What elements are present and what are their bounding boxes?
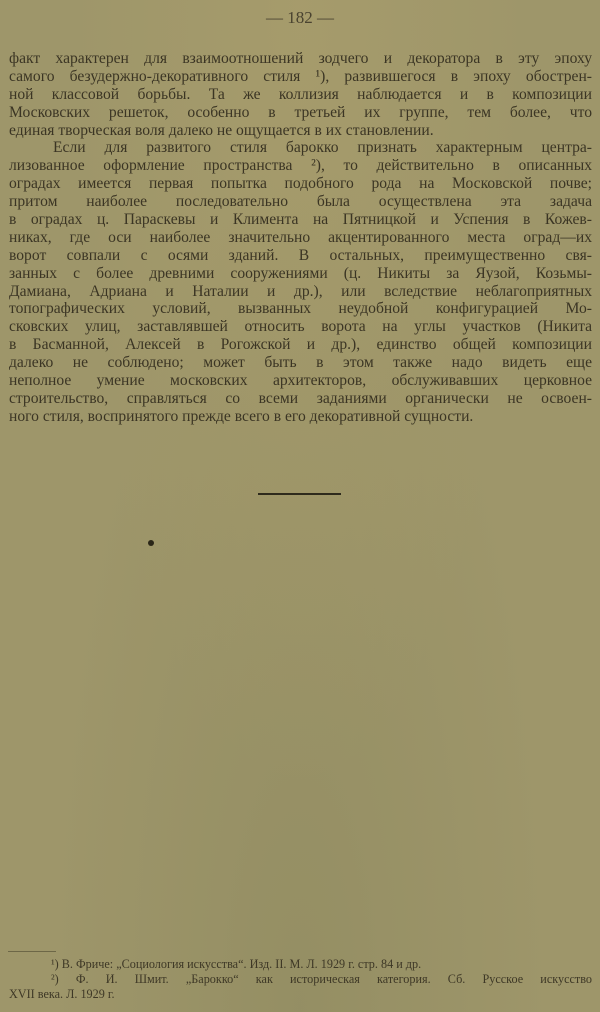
text-line: далеко не соблюдено; может быть в этом также надо видеть еще [9, 354, 592, 372]
section-end-rule [258, 493, 341, 495]
text-line: Московских решеток, особенно в третьей их группе, тем более, что [9, 103, 592, 121]
text-line: оградах имеется первая попытка подобного рода на Московской почве; [9, 175, 592, 193]
text-line: ной классовой борьбы. Та же коллизия наблюдается и в композиции [9, 85, 592, 103]
text-line: занных с более древними сооружениями (ц. Никиты за Яузой, Козьмы- [9, 264, 592, 282]
text-line: топографических условий, вызванных неудобной конфигурацией Мо- [9, 300, 592, 318]
text-line: сковских улиц, заставлявшей относить ворота на углы участков (Никита [9, 318, 592, 336]
main-text-block [9, 50, 592, 426]
text-line: ворот совпали с осями зданий. В остальных, преимущественно свя- [9, 246, 592, 264]
footnotes-block [9, 957, 592, 1002]
footnote-1: ¹) В. Фриче: „Социология искусства“. Изд. II. М. Л. 1929 г. стр. 84 и др. [51, 957, 422, 971]
text-line: притом наиболее последовательно была осуществлена эта задача [9, 193, 592, 211]
text-line: строительство, справляться со всеми заданиями органически не освоен- [9, 389, 592, 407]
footnote-2-continuation: XVII века. Л. 1929 г. [9, 987, 115, 1001]
text-line: лизованное оформление пространства ²), то действительно в описанных [9, 157, 592, 175]
text-line: никах, где оси наиболее значительно акцентированного места оград—их [9, 228, 592, 246]
footnote-separator [8, 951, 56, 952]
text-line: неполное умение московских архитекторов, обслуживавших церковное [9, 372, 592, 390]
text-line: единая творческая воля далеко не ощущается в их становлении. [9, 121, 434, 139]
paragraph-start-line: Если для развитого стиля барокко признать характерным центра- [53, 139, 592, 157]
text-line: Дамиана, Адриана и Наталии и др.), или вследствие неблагоприятных [9, 282, 592, 300]
text-line: факт характерен для взаимоотношений зодчего и декоратора в эту эпоху [9, 50, 592, 67]
text-line: самого безудержно-декоративного стиля ¹), развившегося в эпоху обострен- [9, 67, 592, 85]
footnote-2: ²) Ф. И. Шмит. „Барокко“ как историческая категория. Сб. Русское искусство [51, 972, 592, 986]
ink-spot [148, 540, 154, 546]
text-line: в оградах ц. Параскевы и Климента на Пятницкой и Успения в Кожев- [9, 211, 592, 229]
page-number: — 182 — [266, 8, 334, 27]
text-line: в Басманной, Алексей в Рогожской и др.), единство общей композиции [9, 336, 592, 354]
text-line: ного стиля, воспринятого прежде всего в его декоративной сущности. [9, 407, 474, 425]
